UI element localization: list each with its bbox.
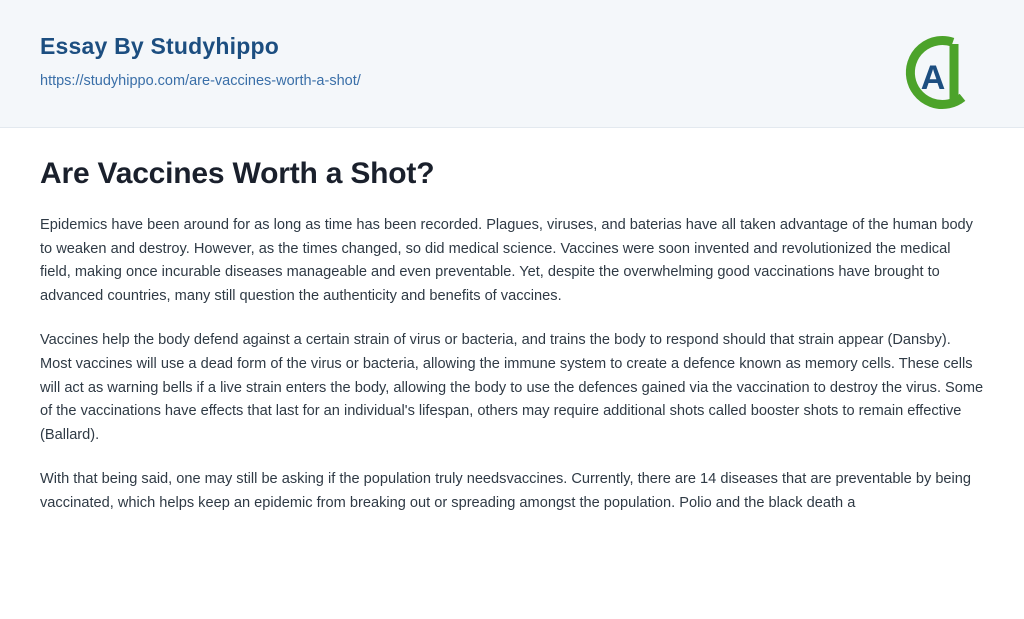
brand-block [40,34,361,91]
article-body [0,128,1024,516]
article-paragraph: With that being said, one may still be asking if the population truly needsvaccines. Currently, there are 14 diseases that are preventable by being vaccinated, which helps keep an epidemic from breaking out or spreading amongst the population. Polio and the black death a [40,471,972,511]
svg-text:A: A [920,59,946,97]
source-url-link[interactable]: https://studyhippo.com/are-vaccines-worth-a-shot/ [40,73,361,90]
article-paragraph: Epidemics have been around for as long as time has been recorded. Plagues, viruses, and baterias have all taken advantage of the human body to weaken and destroy. However, as the times changed, so did medical science. Vaccines were soon invented and revolutionized the medical field, making once incurable diseases manageable and even preventable. Yet, despite the overwhelming good vaccinations have brought to advanced countries, many still question the authenticity and benefits of vaccines. [40,217,973,304]
studyhippo-a-logo-icon [888,28,980,120]
site-header [0,0,1024,128]
article-paragraph: Vaccines help the body defend against a certain strain of virus or bacteria, and trains the body to respond should that strain appear (Dansby). Most vaccines will use a dead form of the virus or bacteria, allowing the immune system to create a defence known as memory cells. These cells will act as warning bells if a live strain enters the body, allowing the body to use the defences gained via the vaccination to destroy the virus. Some of the vaccinations have effects that last for an individual's lifespan, others may require additional shots called booster shots to remain effective (Ballard). [40,332,984,443]
page-title: Are Vaccines Worth a Shot? [40,157,435,190]
site-brand-title: Essay By Studyhippo [40,33,279,59]
